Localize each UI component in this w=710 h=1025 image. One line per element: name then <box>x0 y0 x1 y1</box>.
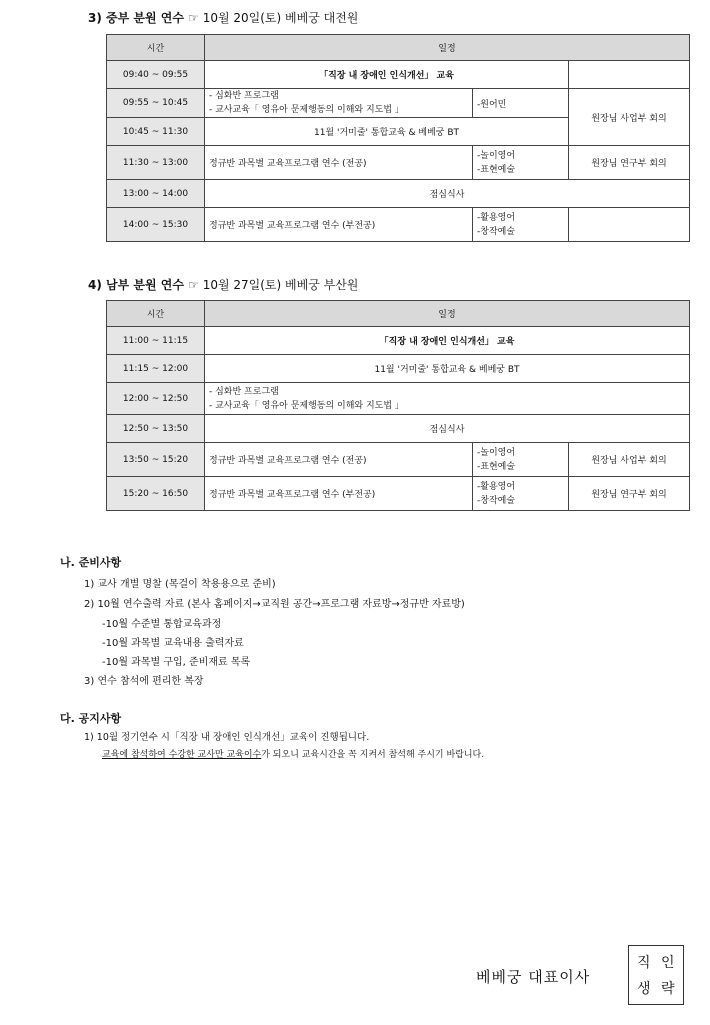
row-content-line: - 교사교육「 영유아 문제행동의 이해와 지도법 」 <box>209 400 404 411</box>
section4-schedule-table <box>106 300 690 511</box>
row-content <box>205 383 690 415</box>
row-content: 11월 '거미줄' 통합교육 & 베베궁 BT <box>205 118 569 146</box>
table-row <box>107 443 690 477</box>
row-note: 원장님 사업부 회의 <box>569 89 690 146</box>
row-time: 11:15 ~ 12:00 <box>107 355 205 383</box>
row-content: 정규반 과목별 교육프로그램 연수 (부전공) <box>205 208 473 242</box>
section3-number: 3) <box>88 11 102 25</box>
table-row <box>107 355 690 383</box>
row-content: 정규반 과목별 교육프로그램 연수 (부전공) <box>205 477 473 511</box>
row-content: 점심식사 <box>205 180 690 208</box>
section4-detail: ☞ 10월 27일(토) 베베궁 부산원 <box>188 278 359 292</box>
header-time: 시간 <box>107 35 205 61</box>
section3-detail: ☞ 10월 20일(토) 베베궁 대전원 <box>188 11 359 25</box>
header-schedule: 일정 <box>205 35 690 61</box>
section4-title-text: 남부 분원 연수 <box>106 278 184 292</box>
table-row <box>107 180 690 208</box>
header-schedule: 일정 <box>205 301 690 327</box>
row-sub-line: -표현예술 <box>477 164 516 175</box>
section3-title <box>88 9 358 26</box>
row-content <box>205 89 473 118</box>
prep-item-1: 1) 교사 개별 명찰 (목걸이 착용용으로 준비) <box>84 579 276 590</box>
row-sub-line: -놀이영어 <box>477 447 516 458</box>
stamp-char: 략 <box>661 981 675 997</box>
notice-line-2 <box>102 747 484 760</box>
row-sub-line: -놀이영어 <box>477 150 516 161</box>
notice-heading: 다. 공지사항 <box>60 712 122 725</box>
row-note: 원장님 연구부 회의 <box>569 146 690 180</box>
row-content-line: - 심화반 프로그램 <box>209 386 279 397</box>
table-header-row <box>107 35 690 61</box>
row-content: 정규반 과목별 교육프로그램 연수 (전공) <box>205 443 473 477</box>
row-sub-line: -창작예술 <box>477 495 516 506</box>
row-content: 정규반 과목별 교육프로그램 연수 (전공) <box>205 146 473 180</box>
row-content-line: - 심화반 프로그램 <box>209 91 279 101</box>
row-sub-line: -활용영어 <box>477 212 516 223</box>
section4-title <box>88 276 358 293</box>
row-note: 원장님 연구부 회의 <box>569 477 690 511</box>
prep-sub-2: -10월 과목별 교육내용 출력자료 <box>102 638 244 649</box>
row-time: 09:55 ~ 10:45 <box>107 89 205 118</box>
row-sub <box>473 443 569 477</box>
row-note: 원장님 사업부 회의 <box>569 443 690 477</box>
row-time: 13:00 ~ 14:00 <box>107 180 205 208</box>
stamp-char: 생 <box>637 981 651 997</box>
row-time: 10:45 ~ 11:30 <box>107 118 205 146</box>
stamp-char: 직 <box>637 955 651 971</box>
table-row <box>107 415 690 443</box>
row-sub-line: -활용영어 <box>477 481 516 492</box>
section4-number: 4) <box>88 278 102 292</box>
row-content: 「직장 내 장애인 인식개선」 교육 <box>205 327 690 355</box>
row-time: 12:50 ~ 13:50 <box>107 415 205 443</box>
row-note <box>569 208 690 242</box>
section3-title-text: 중부 분원 연수 <box>106 11 184 25</box>
prep-item-3: 3) 연수 참석에 편리한 복장 <box>84 676 204 687</box>
row-time: 11:30 ~ 13:00 <box>107 146 205 180</box>
prep-sub-1: -10월 수준별 통합교육과정 <box>102 619 222 630</box>
table-row <box>107 383 690 415</box>
row-time: 11:00 ~ 11:15 <box>107 327 205 355</box>
row-content: 점심식사 <box>205 415 690 443</box>
notice-underlined: 교육에 참석하여 수강한 교사만 교육이수 <box>102 750 262 760</box>
row-content-line: - 교사교육「 영유아 문제행동의 이해와 지도법 」 <box>209 105 404 115</box>
table-header-row <box>107 301 690 327</box>
notice-item-1: 1) 10월 정기연수 시「직장 내 장애인 인식개선」교육이 진행됩니다. <box>84 732 370 743</box>
row-sub: -원어민 <box>473 89 569 118</box>
table-row <box>107 61 690 89</box>
section3-schedule-table <box>106 34 690 242</box>
row-sub-line: -창작예술 <box>477 226 516 237</box>
row-sub <box>473 208 569 242</box>
notice-rest: 가 되오니 교육시간을 꼭 지켜서 참석해 주시기 바랍니다. <box>261 750 485 760</box>
row-time: 12:00 ~ 12:50 <box>107 383 205 415</box>
row-time: 14:00 ~ 15:30 <box>107 208 205 242</box>
signature: 베베궁 대표이사 <box>476 968 591 986</box>
seal-stamp <box>628 945 684 1005</box>
row-sub-line: -표현예술 <box>477 461 516 472</box>
table-row <box>107 327 690 355</box>
table-row <box>107 146 690 180</box>
table-row <box>107 477 690 511</box>
header-time: 시간 <box>107 301 205 327</box>
prep-heading: 나. 준비사항 <box>60 556 122 569</box>
row-note <box>569 61 690 89</box>
row-time: 15:20 ~ 16:50 <box>107 477 205 511</box>
row-content: 「직장 내 장애인 인식개선」 교육 <box>205 61 569 89</box>
table-row <box>107 89 690 118</box>
row-content: 11월 '거미줄' 통합교육 & 베베궁 BT <box>205 355 690 383</box>
row-sub <box>473 146 569 180</box>
row-time: 09:40 ~ 09:55 <box>107 61 205 89</box>
prep-sub-3: -10월 과목별 구입, 준비재료 목록 <box>102 657 251 668</box>
prep-item-2: 2) 10월 연수출력 자료 (본사 홈페이지→교직원 공간→프로그램 자료방→정규반 자료방) <box>84 599 465 610</box>
row-sub <box>473 477 569 511</box>
stamp-char: 인 <box>661 955 675 971</box>
row-time: 13:50 ~ 15:20 <box>107 443 205 477</box>
table-row <box>107 208 690 242</box>
